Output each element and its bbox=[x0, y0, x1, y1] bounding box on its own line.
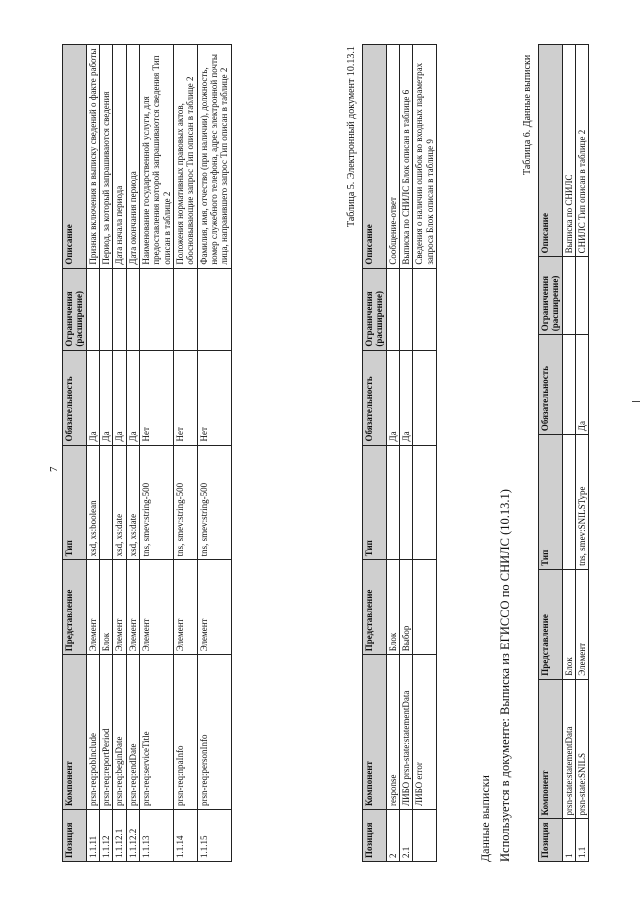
column-header: Тип bbox=[539, 435, 563, 570]
table-cell bbox=[400, 268, 413, 350]
table-header-row bbox=[539, 45, 563, 862]
scan-mark bbox=[632, 401, 640, 402]
table-cell: 2.1 bbox=[400, 810, 413, 862]
table-cell bbox=[562, 335, 575, 435]
response-table bbox=[362, 44, 437, 862]
table-cell: ЛИБО error bbox=[413, 655, 437, 810]
column-header: Компонент bbox=[363, 655, 387, 810]
table-cell bbox=[562, 435, 575, 570]
table-cell: prsn-state:statementData bbox=[562, 679, 575, 819]
table-cell: Фамилия, имя, отчество (при наличии), должность, номер служебного телефона, адрес электронной почты лица, направившего запрос Тип описан в таблице 2 bbox=[197, 45, 231, 269]
table-cell bbox=[562, 257, 575, 335]
table-cell bbox=[413, 810, 437, 862]
table-cell: Нет bbox=[174, 350, 198, 445]
table-row bbox=[113, 45, 126, 862]
table-cell: tns, smev:string-500 bbox=[174, 445, 198, 560]
table-cell bbox=[386, 445, 399, 560]
column-header: Описание bbox=[363, 45, 387, 269]
table-cell: prsn-req:npaInfo bbox=[174, 655, 198, 810]
table-cell: xsd, xs:date bbox=[113, 445, 126, 560]
table-cell: Да bbox=[126, 350, 139, 445]
table-cell: Выбор bbox=[400, 560, 413, 655]
table-cell bbox=[100, 268, 113, 350]
table-body bbox=[86, 45, 231, 862]
table-cell: Выписка по СНИЛС Блок описан в таблице 6 bbox=[400, 45, 413, 269]
table-cell: Да bbox=[100, 350, 113, 445]
table-cell: Элемент bbox=[576, 569, 589, 679]
table-cell: Сведения о наличии ошибок во входных параметрах запроса Блок описан в таблице 9 bbox=[413, 45, 437, 269]
section-heading: Данные выписки bbox=[478, 775, 492, 862]
table-cell: СНИЛС Тип описан в таблице 2 bbox=[576, 45, 589, 257]
section-subheading: Используется в документе: Выписка из ЕГИССО по СНИЛС (10.13.1) bbox=[498, 489, 512, 862]
table-header-row bbox=[63, 45, 87, 862]
table-row bbox=[174, 45, 198, 862]
column-header: Обязательность bbox=[539, 335, 563, 435]
table-cell: 1.1.15 bbox=[197, 810, 231, 862]
table-cell: Положения нормативных правовых актов, обосновывающие запрос Тип описан в таблице 2 bbox=[174, 45, 198, 269]
statement-data-table bbox=[538, 44, 589, 862]
table-cell: Признак включения в выписку сведений о факте работы bbox=[86, 45, 99, 269]
persons-request-table bbox=[62, 44, 232, 862]
table-cell: 1.1.11 bbox=[86, 810, 99, 862]
table-cell: 1.1.13 bbox=[140, 810, 174, 862]
table-row bbox=[562, 45, 575, 862]
table-cell: Сообщение-ответ bbox=[386, 45, 399, 269]
table-row bbox=[126, 45, 139, 862]
table-header-row bbox=[363, 45, 387, 862]
table-cell: Да bbox=[386, 350, 399, 445]
table-row bbox=[100, 45, 113, 862]
table-row bbox=[86, 45, 99, 862]
table-cell: tns, smev:string-500 bbox=[140, 445, 174, 560]
table-cell: prsn-req:beginDate bbox=[113, 655, 126, 810]
table-cell: 1.1.12.2 bbox=[126, 810, 139, 862]
table-cell: Элемент bbox=[86, 560, 99, 655]
table-cell bbox=[174, 268, 198, 350]
column-header: Компонент bbox=[539, 679, 563, 819]
table-cell: Элемент bbox=[126, 560, 139, 655]
table-cell bbox=[126, 268, 139, 350]
table-cell: ЛИБО prsn-state:statementData bbox=[400, 655, 413, 810]
table-cell: Наименование государственной услуги, для предоставления которой запрашиваются сведения Тип описан в таблице 2 bbox=[140, 45, 174, 269]
table-cell bbox=[86, 268, 99, 350]
table-cell: 1.1.14 bbox=[174, 810, 198, 862]
table-6-caption: Таблица 6. Данные выписки bbox=[522, 54, 533, 175]
table-row bbox=[140, 45, 174, 862]
table-cell bbox=[100, 445, 113, 560]
column-header: Описание bbox=[63, 45, 87, 269]
column-header: Представление bbox=[363, 560, 387, 655]
table-cell bbox=[413, 560, 437, 655]
table-cell: Элемент bbox=[140, 560, 174, 655]
table-row bbox=[576, 45, 589, 862]
table-cell: prsn-req:pobInclude bbox=[86, 655, 99, 810]
column-header: Компонент bbox=[63, 655, 87, 810]
table-cell: Период, за который запрашиваются сведения bbox=[100, 45, 113, 269]
table-body bbox=[562, 45, 589, 862]
column-header: Тип bbox=[363, 445, 387, 560]
column-header: Ограничения (расширение) bbox=[63, 268, 87, 350]
table-cell: tns, smev:string-500 bbox=[197, 445, 231, 560]
column-header: Тип bbox=[63, 445, 87, 560]
table-cell: 2 bbox=[386, 810, 399, 862]
table-row bbox=[413, 45, 437, 862]
table-cell: Блок bbox=[386, 560, 399, 655]
table-cell: xsd, xs:boolean bbox=[86, 445, 99, 560]
table-cell: Нет bbox=[140, 350, 174, 445]
table-cell: Нет bbox=[197, 350, 231, 445]
table-row bbox=[400, 45, 413, 862]
table-cell bbox=[413, 445, 437, 560]
table-row bbox=[197, 45, 231, 862]
table-cell: Дата окончания периода bbox=[126, 45, 139, 269]
table-cell bbox=[413, 350, 437, 445]
table-cell: 1.1.12 bbox=[100, 810, 113, 862]
column-header: Обязательность bbox=[63, 350, 87, 445]
table-cell: prsn-req:endDate bbox=[126, 655, 139, 810]
column-header: Ограничения (расширение) bbox=[539, 257, 563, 335]
page-number: 7 bbox=[48, 466, 60, 472]
table-cell: 1.1 bbox=[576, 819, 589, 862]
table-cell: Элемент bbox=[174, 560, 198, 655]
column-header: Описание bbox=[539, 45, 563, 257]
table-cell bbox=[197, 268, 231, 350]
table-cell bbox=[113, 268, 126, 350]
table-cell: Да bbox=[86, 350, 99, 445]
column-header: Позиция bbox=[539, 819, 563, 862]
table-cell: prsn-req:personInfo bbox=[197, 655, 231, 810]
table-cell: xsd, xs:date bbox=[126, 445, 139, 560]
table-cell bbox=[400, 445, 413, 560]
column-header: Позиция bbox=[363, 810, 387, 862]
table-cell: 1 bbox=[562, 819, 575, 862]
table-row bbox=[386, 45, 399, 862]
table-cell: 1.1.12.1 bbox=[113, 810, 126, 862]
table-cell bbox=[140, 268, 174, 350]
column-header: Представление bbox=[63, 560, 87, 655]
column-header: Представление bbox=[539, 569, 563, 679]
column-header: Позиция bbox=[63, 810, 87, 862]
table-cell bbox=[386, 268, 399, 350]
table-cell: Дата начала периода bbox=[113, 45, 126, 269]
table-cell: prsn-req:reportPeriod bbox=[100, 655, 113, 810]
table-body bbox=[386, 45, 436, 862]
table-5-caption: Таблица 5. Электронный документ 10.13.1 bbox=[346, 46, 357, 227]
table-cell: Да bbox=[400, 350, 413, 445]
column-header: Обязательность bbox=[363, 350, 387, 445]
table-cell: Да bbox=[576, 335, 589, 435]
table-cell bbox=[413, 268, 437, 350]
table-cell: Элемент bbox=[113, 560, 126, 655]
table-cell: Элемент bbox=[197, 560, 231, 655]
table-cell: Блок bbox=[562, 569, 575, 679]
column-header: Ограничения (расширение) bbox=[363, 268, 387, 350]
table-cell bbox=[576, 257, 589, 335]
table-cell: response bbox=[386, 655, 399, 810]
table-cell: tns, smev:SNILSType bbox=[576, 435, 589, 570]
table-cell: prsn-req:serviceTitle bbox=[140, 655, 174, 810]
table-cell: prsn-state:SNILS bbox=[576, 679, 589, 819]
table-cell: Выписка по СНИЛС bbox=[562, 45, 575, 257]
table-cell: Блок bbox=[100, 560, 113, 655]
table-cell: Да bbox=[113, 350, 126, 445]
